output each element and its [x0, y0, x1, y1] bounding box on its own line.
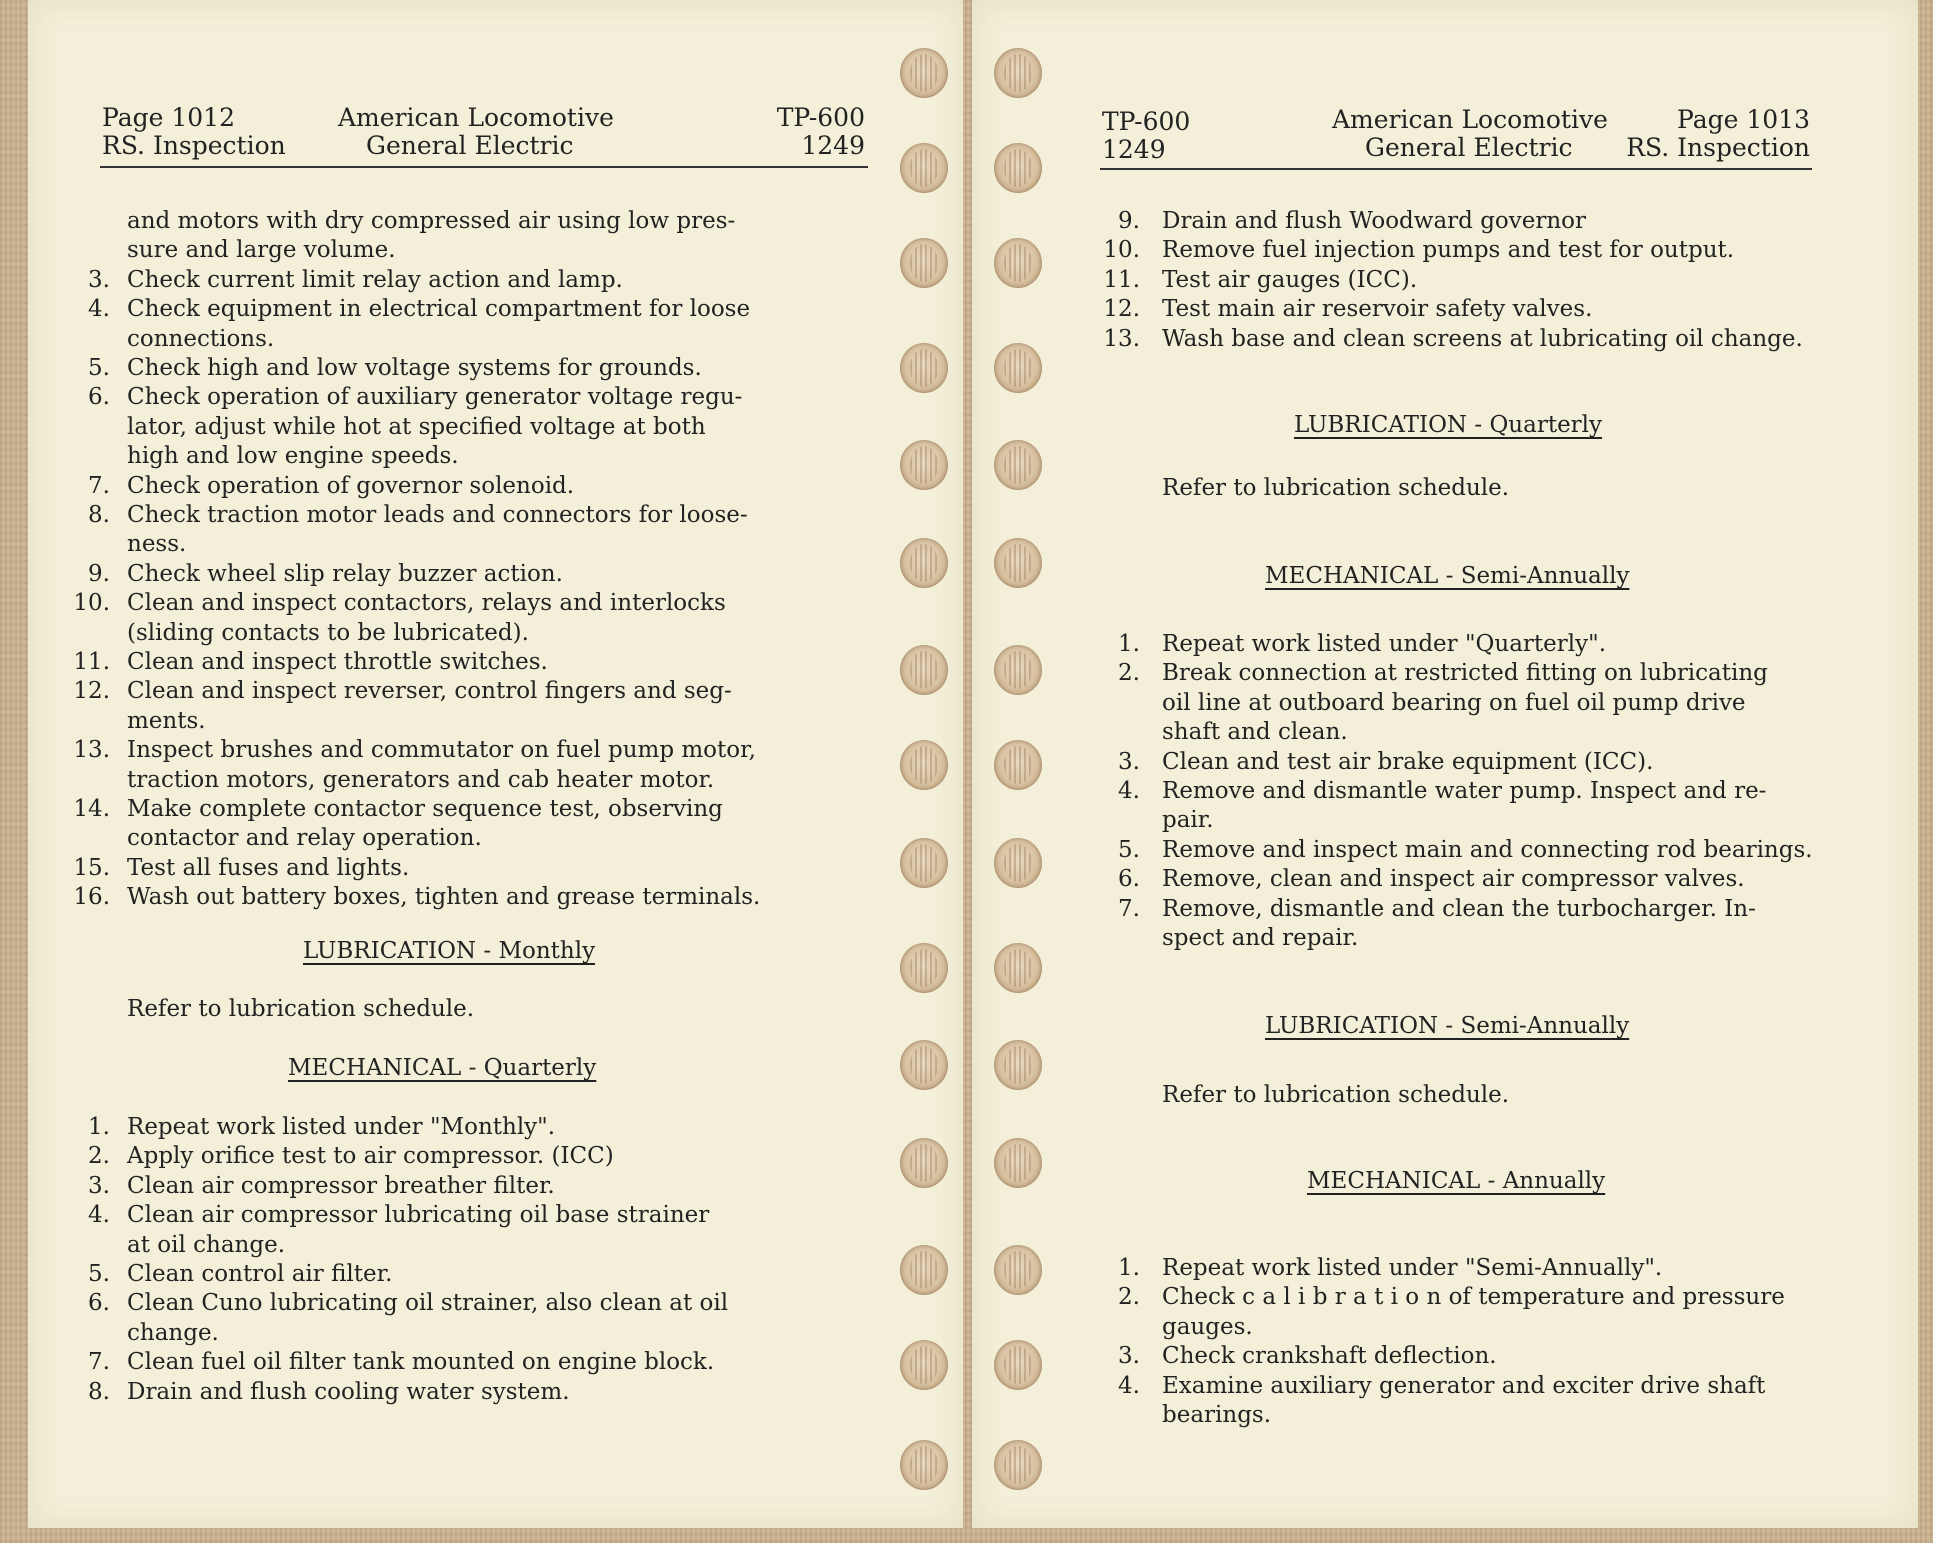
binding-hole [900, 1440, 948, 1490]
binding-hole [900, 943, 948, 993]
section-text: Refer to lubrication schedule. [127, 996, 475, 1022]
left-page-header [28, 104, 963, 168]
item-text-line: Examine auxiliary generator and exciter drive shaft [1162, 1372, 1766, 1399]
item-number: 7. [88, 472, 110, 499]
item-number: 1. [88, 1114, 110, 1140]
binding-hole [994, 645, 1042, 695]
item-text-line: Repeat work listed under "Quarterly". [1162, 631, 1607, 657]
header-rule [100, 166, 868, 168]
item-text-line: Test main air reservoir safety valves. [1162, 296, 1593, 323]
item-text-line: contactor and relay operation. [127, 825, 482, 852]
item-number: 12. [1103, 296, 1140, 323]
binding-hole [994, 740, 1042, 790]
item-number: 3. [88, 266, 110, 293]
item-text-line: at oil change. [127, 1231, 286, 1258]
item-text-line: Check crankshaft deflection. [1162, 1343, 1497, 1370]
item-number: 2. [1118, 1284, 1140, 1311]
binding-hole [900, 1138, 948, 1188]
item-text-line: Remove and dismantle water pump. Inspect and re- [1162, 778, 1767, 804]
item-number: 3. [1118, 748, 1140, 775]
item-text-line: Remove, clean and inspect air compressor valves. [1162, 866, 1745, 893]
item-number: 12. [73, 678, 110, 705]
item-text-line: Apply orifice test to air compressor. (ICC) [127, 1143, 614, 1170]
item-text-line: shaft and clean. [1162, 719, 1348, 746]
section-heading: MECHANICAL - Annually [1307, 1168, 1606, 1194]
item-number: 7. [88, 1349, 110, 1376]
item-text-line: Test all fuses and lights. [127, 854, 410, 881]
item-text-line: Check wheel slip relay buzzer action. [127, 560, 563, 587]
item-number: 4. [88, 296, 110, 323]
item-text-line: gauges. [1162, 1313, 1253, 1340]
binding-hole [900, 645, 948, 695]
item-text-line: Clean fuel oil filter tank mounted on engine block. [127, 1349, 715, 1376]
binding-hole [900, 238, 948, 288]
section-heading: LUBRICATION - Monthly [303, 938, 596, 964]
item-text-line: spect and repair. [1162, 925, 1359, 951]
binding-hole [900, 48, 948, 98]
right-page-header [972, 104, 1918, 168]
item-text-line: Make complete contactor sequence test, observing [127, 796, 723, 822]
item-text-line: Repeat work listed under "Semi-Annually". [1162, 1255, 1663, 1281]
item-text-line: Wash out battery boxes, tighten and grease terminals. [127, 884, 761, 911]
binding-hole [994, 1440, 1042, 1490]
binding-hole [900, 1340, 948, 1390]
binding-hole [994, 440, 1042, 490]
section-heading: MECHANICAL - Semi-Annually [1265, 563, 1630, 589]
company-name-1: American Locomotive [338, 103, 614, 132]
item-number: 6. [88, 384, 110, 411]
item-number: 1. [1118, 631, 1140, 657]
section-text: Refer to lubrication schedule. [1162, 475, 1510, 501]
item-number: 6. [1118, 866, 1140, 893]
continued-text-line: sure and large volume. [127, 237, 396, 264]
continued-text-line: and motors with dry compressed air using low pres- [127, 208, 736, 234]
item-number: 2. [88, 1143, 110, 1170]
item-number: 5. [88, 355, 110, 381]
item-text-line: oil line at outboard bearing on fuel oil pump drive [1162, 689, 1746, 716]
item-text-line: Clean and test air brake equipment (ICC). [1162, 748, 1654, 775]
item-number: 14. [73, 796, 110, 822]
item-number: 10. [1103, 237, 1140, 264]
header-rule [1100, 168, 1812, 170]
item-number: 4. [1118, 778, 1140, 804]
item-text-line: high and low engine speeds. [127, 443, 459, 470]
binding-hole [900, 440, 948, 490]
company-name-2: General Electric [366, 131, 574, 160]
binding-hole [900, 740, 948, 790]
binding-hole [994, 238, 1042, 288]
page-number: Page 1013 [1677, 105, 1810, 134]
item-text-line: change. [127, 1319, 219, 1346]
section-text: Refer to lubrication schedule. [1162, 1082, 1510, 1108]
item-text-line: Drain and flush Woodward governor [1162, 208, 1587, 234]
binding-hole [994, 48, 1042, 98]
binding-hole [994, 838, 1042, 888]
item-number: 5. [1118, 836, 1140, 863]
item-text-line: Test air gauges (ICC). [1162, 266, 1418, 293]
section-heading: LUBRICATION - Quarterly [1294, 412, 1603, 438]
item-number: 13. [73, 737, 110, 764]
item-text-line: Remove and inspect main and connecting rod bearings. [1162, 836, 1813, 863]
binding-hole [900, 538, 948, 588]
item-text-line: Wash base and clean screens at lubricating oil change. [1162, 325, 1803, 352]
item-text-line: Check operation of governor solenoid. [127, 472, 575, 499]
document-number: 1249 [801, 131, 865, 160]
item-number: 4. [88, 1202, 110, 1229]
item-text-line: lator, adjust while hot at specified voltage at both [127, 413, 706, 440]
item-number: 16. [73, 884, 110, 911]
item-text-line: Inspect brushes and commutator on fuel pump motor, [127, 737, 756, 764]
binding-hole [900, 1245, 948, 1295]
item-text-line: Clean Cuno lubricating oil strainer, also clean at oil [127, 1290, 729, 1317]
item-number: 13. [1103, 325, 1140, 352]
item-number: 9. [1118, 208, 1140, 234]
item-number: 2. [1118, 660, 1140, 687]
item-text-line: Remove fuel injection pumps and test for output. [1162, 237, 1735, 264]
item-number: 1. [1118, 1255, 1140, 1281]
item-text-line: Check traction motor leads and connectors for loose- [127, 502, 748, 528]
item-text-line: traction motors, generators and cab heater motor. [127, 766, 715, 793]
item-number: 3. [88, 1172, 110, 1199]
document-number: 1249 [1102, 135, 1166, 164]
item-text-line: Break connection at restricted fitting on lubricating [1162, 660, 1768, 687]
binding-hole [900, 143, 948, 193]
item-text-line: Drain and flush cooling water system. [127, 1378, 570, 1405]
item-number: 11. [1103, 266, 1140, 293]
item-number: 15. [73, 854, 110, 881]
item-text-line: Check current limit relay action and lamp. [127, 266, 623, 293]
binding-hole [994, 343, 1042, 393]
binding-hole [900, 343, 948, 393]
item-text-line: Remove, dismantle and clean the turbocharger. In- [1162, 895, 1756, 922]
company-name-2: General Electric [1365, 133, 1573, 162]
binding-hole [994, 538, 1042, 588]
item-text-line: Clean and inspect throttle switches. [127, 649, 548, 675]
document-code: TP-600 [776, 103, 865, 132]
item-number: 6. [88, 1290, 110, 1317]
binding-hole [994, 1138, 1042, 1188]
item-text-line: ness. [127, 531, 187, 558]
binding-hole [994, 1245, 1042, 1295]
binding-hole [900, 838, 948, 888]
item-text-line: Check c a l i b r a t i o n of temperature and pressure [1162, 1284, 1785, 1311]
item-text-line: connections. [127, 325, 275, 352]
page-number: Page 1012 [102, 103, 235, 132]
item-text-line: Check high and low voltage systems for grounds. [127, 355, 702, 381]
section-heading: LUBRICATION - Semi-Annually [1265, 1013, 1630, 1039]
company-name-1: American Locomotive [1332, 105, 1608, 134]
binding-hole [994, 943, 1042, 993]
item-text-line: Check operation of auxiliary generator voltage regu- [127, 384, 743, 411]
section-heading: MECHANICAL - Quarterly [288, 1055, 597, 1081]
item-text-line: Repeat work listed under "Monthly". [127, 1114, 556, 1140]
binding-hole [900, 1040, 948, 1090]
binding-hole [994, 1040, 1042, 1090]
section-name: RS. Inspection [1626, 133, 1810, 162]
right-page [972, 0, 1918, 1528]
section-name: RS. Inspection [102, 131, 286, 160]
item-number: 8. [88, 502, 110, 528]
item-number: 8. [88, 1378, 110, 1405]
item-text-line: Clean and inspect reverser, control fingers and seg- [127, 678, 732, 705]
item-text-line: Clean air compressor lubricating oil base strainer [127, 1202, 710, 1229]
document-code: TP-600 [1102, 107, 1191, 136]
item-number: 10. [73, 590, 110, 617]
item-text-line: Check equipment in electrical compartment for loose [127, 296, 751, 323]
item-number: 5. [88, 1261, 110, 1287]
left-page [28, 0, 963, 1528]
item-text-line: Clean control air filter. [127, 1261, 393, 1287]
item-text-line: bearings. [1162, 1402, 1272, 1428]
item-text-line: Clean and inspect contactors, relays and interlocks [127, 590, 726, 617]
item-number: 11. [73, 649, 110, 675]
item-number: 7. [1118, 895, 1140, 922]
item-text-line: (sliding contacts to be lubricated). [127, 619, 529, 646]
item-text-line: pair. [1162, 807, 1214, 834]
item-text-line: Clean air compressor breather filter. [127, 1172, 555, 1199]
binding-hole [994, 1340, 1042, 1390]
item-number: 3. [1118, 1343, 1140, 1370]
item-number: 4. [1118, 1372, 1140, 1399]
item-number: 9. [88, 560, 110, 587]
binding-hole [994, 143, 1042, 193]
item-text-line: ments. [127, 707, 206, 734]
